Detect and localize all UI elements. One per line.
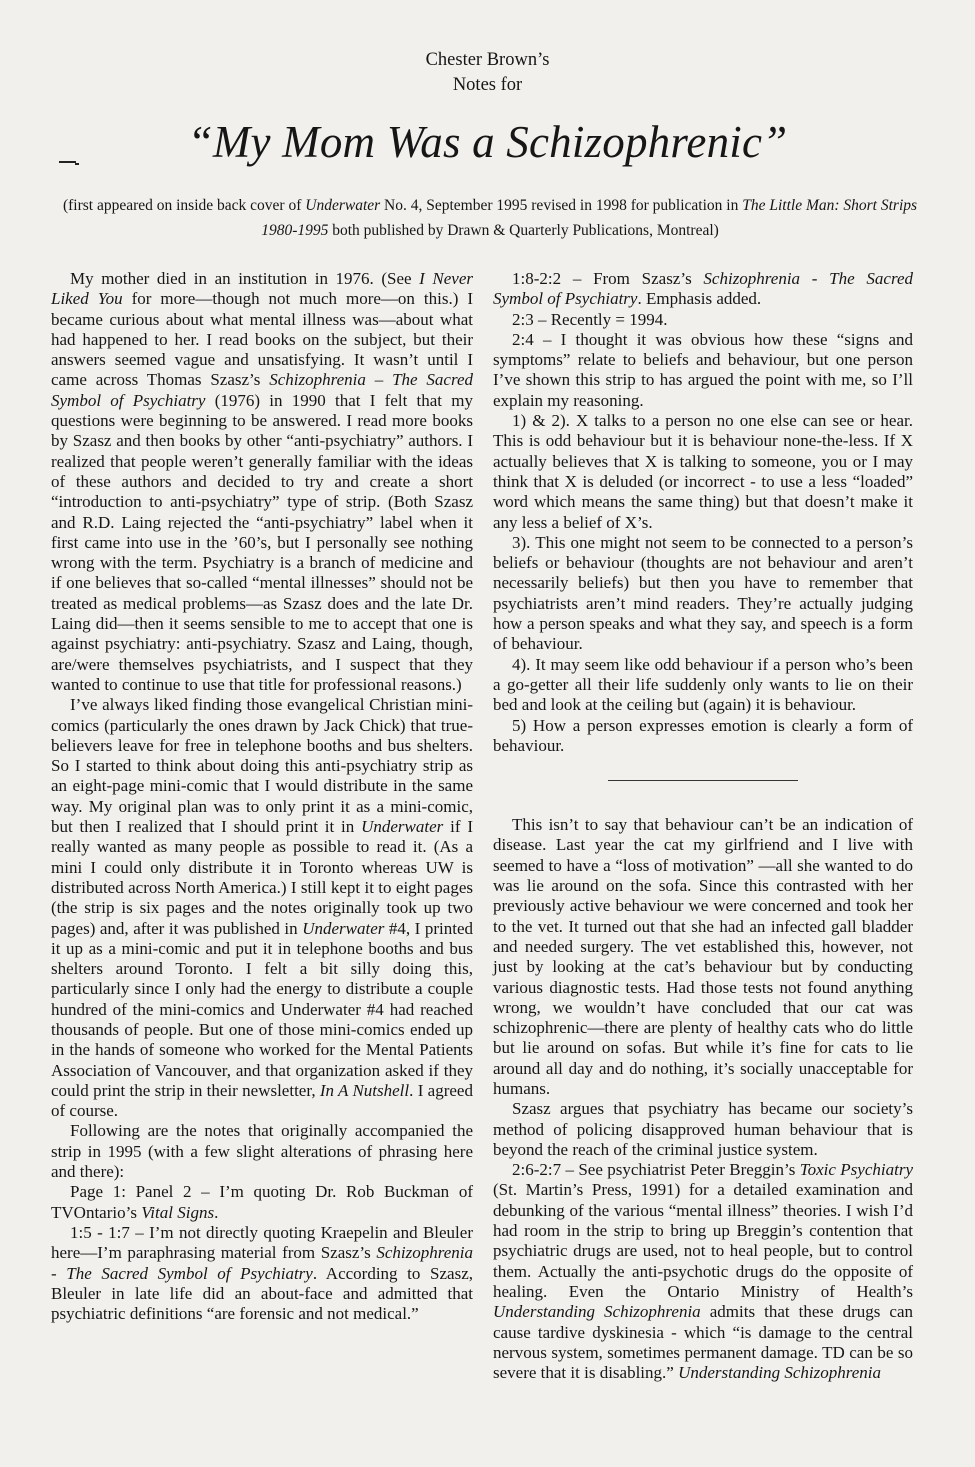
paragraph: Following are the notes that originally accompanied the strip in 1995 (with a few slight alterations of phrasing here and there): xyxy=(51,1121,473,1182)
text: #4, I printed it up as a mini-comic and put it in telephone booths and bus shelters around Toronto. I felt a bit silly doing this, particularly since I only had the energy to distribute a couple hundred of the mini-comics and Underwater #4 had reached thousands of people. But one of those mini-comics ended up in the hands of someone who worked for the Mental Patients Association of Vancouver, and that organization asked if they could print the strip in their newsletter, xyxy=(51,918,473,1100)
stray-mark-tip xyxy=(75,163,79,165)
italic-text: I Never Liked You xyxy=(51,269,473,309)
italic-text: Schizophrenia – The Sacred Symbol of Psychiatry xyxy=(51,370,473,410)
text: . xyxy=(214,1202,219,1222)
text: . I agreed of course. xyxy=(51,1080,473,1121)
paragraph: 4). It may seem like odd behaviour if a person who’s been a go-getter all their life suddenly only wants to lie on their bed and look at the ceiling but (again) it is behaviour. xyxy=(493,654,913,715)
publication-note xyxy=(60,193,920,243)
paragraph xyxy=(493,1160,913,1383)
italic-text: Schizophrenia - The Sacred Symbol of Psychiatry xyxy=(51,1243,473,1283)
note-text: (first appeared on inside back cover of xyxy=(62,197,306,214)
text: for more—though not much more—on this.) I became curious about what mental illness was—about what had happened to her. I read books on the subject, but their answers seemed vague and unsatisfying. It wasn’t until I came across Thomas Szasz’s xyxy=(51,289,473,390)
text: . According to Szasz, Bleuler in late life did an about-face and admitted that psychiatric definitions “are forensic and not medical.” xyxy=(51,1263,473,1324)
note-italic: Underwater xyxy=(305,197,381,214)
left-column xyxy=(51,269,473,1324)
text: My mother died in an institution in 1976. (See xyxy=(70,269,420,288)
stray-mark xyxy=(59,161,76,163)
note-text: No. 4, September 1995 revised in 1998 for publication in xyxy=(380,197,743,214)
paragraph xyxy=(493,269,913,310)
paragraph xyxy=(51,1223,473,1324)
text: if I really wanted as many people as possible to read it. (As a mini I could only distribute it in Toronto whereas UW is distributed across North America.) I still kept it to eight pages (the strip is six pages and the notes originally took up two pages) and, after it was published in xyxy=(51,817,474,938)
note-italic: The Little Man: Short Strips 1980-1995 xyxy=(261,197,918,239)
text: . Emphasis added. xyxy=(637,289,762,309)
text: 2:6-2:7 – See psychiatrist Peter Breggin’s xyxy=(512,1160,800,1180)
paragraph: This isn’t to say that behaviour can’t be an indication of disease. Last year the cat my girlfriend and I live with seemed to have a “loss of motivation” —all she wanted to do was lie around on the sofa. Since this contrasted with her previously active behaviour we were concerned and took her to the vet. It turned out that she had an infected gall bladder and needed surgery. The vet established this, however, not just by looking at the cat’s behaviour but by conducting various diagnostic tests. Had those tests not found anything wrong, we wouldn’t have concluded that our cat was schizophrenic—there are plenty of healthy cats who do little but lie around on sofas. But while it’s fine for cats to lie around all day and do nothing, it’s socially unacceptable for humans. xyxy=(493,815,913,1098)
italic-text: Schizophrenia - The Sacred Symbol of Psychiatry xyxy=(493,269,913,309)
text: 1:5 - 1:7 – I’m not directly quoting Kraepelin and Bleuler here—I’m paraphrasing material from Szasz’s xyxy=(51,1222,473,1263)
italic-text: In A Nutshell xyxy=(319,1080,410,1100)
italic-text: Toxic Psychiatry xyxy=(799,1160,913,1180)
paragraph: 1) & 2). X talks to a person no one else can see or hear. This is odd behaviour but it is behaviour none-the-less. If X actually believes that X is talking to someone, you or I may think that X is deluded (or incorrect - to use a less “loaded” word which means the same thing) but that doesn’t make it any less a belief of X’s. xyxy=(493,411,913,532)
italic-text: Underwater xyxy=(302,918,385,938)
text: Page 1: Panel 2 – I’m quoting Dr. Rob Buckman of TVOntario’s xyxy=(51,1182,473,1222)
paragraph: 5) How a person expresses emotion is clearly a form of behaviour. xyxy=(493,715,913,755)
paragraph xyxy=(51,1182,473,1223)
italic-text: Vital Signs xyxy=(141,1202,215,1222)
section-divider xyxy=(608,780,798,781)
paragraph: Szasz argues that psychiatry has became our society’s method of policing disapproved human behaviour that is beyond the reach of the criminal justice system. xyxy=(493,1099,913,1159)
author-line: Chester Brown’s xyxy=(425,50,550,70)
text: I’ve always liked finding those evangelical Christian mini-comics (particularly the ones drawn by Jack Chick) that true-believers leave for free in telephone booths and bus shelters. So I started to think about doing this anti-psychiatry strip as an eight-page mini-comic that I would distribute in the same way. My original plan was to only print it as a mini-comic, but then I realized that I should print it in xyxy=(51,695,473,837)
text: (St. Martin’s Press, 1991) for a detailed examination and debunking of the various “mental illness” theories. I wish I’d had room in the strip to bring up Breggin’s contention that psychiatric drugs are used, not to heal people, but to control them. Actually the anti-psychotic drugs do the opposite of healing. Even the Ontario Ministry of Health’s xyxy=(493,1180,913,1301)
page-title: “My Mom Was a Schizophrenic” xyxy=(187,117,788,167)
paragraph xyxy=(51,269,473,695)
paragraph xyxy=(51,695,473,1121)
notes-for-line: Notes for xyxy=(452,75,523,95)
italic-text: Underwater xyxy=(361,817,444,837)
header xyxy=(0,48,975,170)
italic-text: Understanding Schizophrenia xyxy=(493,1302,701,1322)
paragraph: 2:3 – Recently = 1994. xyxy=(512,309,668,329)
text: 1:8-2:2 – From Szasz’s xyxy=(512,269,704,288)
text: admits that these drugs can cause tardive dyskinesia - which “is damage to the central nervous system, sometimes permanent damage. TD can be so severe that it is disabling.” xyxy=(493,1302,914,1383)
italic-text: Understanding Schizophrenia xyxy=(678,1363,881,1383)
text: (1976) in 1990 that I felt that my questions were beginning to be answered. I read more books by Szasz and then books by other “anti-psychiatry” authors. I realized that people weren’t generally familiar with the ideas of these authors and decided to try and create a short “introduction to anti-psychiatry” type of strip. (Both Szasz and R.D. Laing rejected the “anti-psychiatry” label when it first came into use in the ’60’s, but I personally see nothing wrong with the term. Psychiatry is a branch of medicine and if one believes that so-called “mental illnesses” should not be treated as medical problems—as Szasz does and the late Dr. Laing did—then it seems sensible to me to accept that one is against psychiatry: anti-psychiatry. Szasz and Laing, though, are/were themselves psychiatrists, and I suspect that they wanted to continue to use that title for professional reasons.) xyxy=(51,390,473,694)
note-text: both published by Drawn & Quarterly Publications, Montreal) xyxy=(328,222,719,239)
right-column xyxy=(493,269,913,1383)
paragraph: 2:4 – I thought it was obvious how these “signs and symptoms” relate to beliefs and behaviour, but one person I’ve shown this strip to has argued the point with me, so I’ll explain my reasoning. xyxy=(493,329,913,410)
paragraph: 3). This one might not seem to be connected to a person’s beliefs or behaviour (thoughts are not behaviour and aren’t necessarily beliefs) but then you have to remember that psychiatrists aren’t mind readers. They’re actually judging how a person speaks and what they say, and speech is a form of behaviour. xyxy=(493,532,913,654)
